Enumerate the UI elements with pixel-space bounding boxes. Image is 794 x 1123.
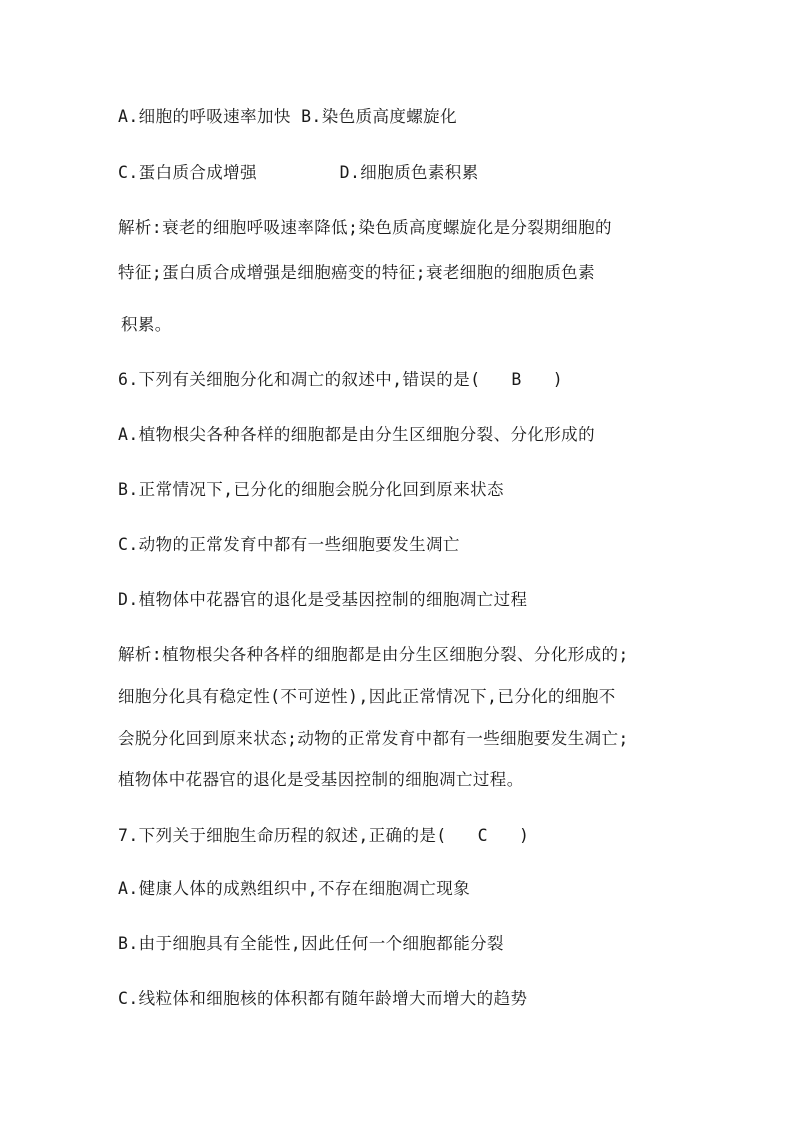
option-c-d-q5: C.蛋白质合成增强 D.细胞质色素积累 (118, 163, 479, 182)
option-a-q5: A.细胞的呼吸速率加快 B.染色质高度螺旋化 (118, 107, 457, 126)
analysis-q5-line-3: 积累。 (121, 315, 172, 334)
option-a-q6: A.植物根尖各种各样的细胞都是由分生区细胞分裂、分化形成的 (118, 425, 595, 444)
option-c-q6: C.动物的正常发育中都有一些细胞要发生凋亡 (118, 535, 460, 554)
option-b-q7: B.由于细胞具有全能性,因此任何一个细胞都能分裂 (118, 934, 504, 953)
question-7: 7.下列关于细胞生命历程的叙述,正确的是( C ) (118, 826, 530, 845)
question-6: 6.下列有关细胞分化和凋亡的叙述中,错误的是( B ) (118, 370, 564, 389)
analysis-q6-line-2: 细胞分化具有稳定性(不可逆性),因此正常情况下,已分化的细胞不 (118, 687, 616, 706)
option-b-q6: B.正常情况下,已分化的细胞会脱分化回到原来状态 (118, 480, 504, 499)
option-c-q7: C.线粒体和细胞核的体积都有随年龄增大而增大的趋势 (118, 989, 528, 1008)
analysis-q5-line-1: 解析:衰老的细胞呼吸速率降低;染色质高度螺旋化是分裂期细胞的 (118, 218, 612, 237)
analysis-q6-line-4: 植物体中花器官的退化是受基因控制的细胞凋亡过程。 (118, 770, 524, 789)
option-a-q7: A.健康人体的成熟组织中,不存在细胞凋亡现象 (118, 879, 471, 898)
analysis-q6-line-1: 解析:植物根尖各种各样的细胞都是由分生区细胞分裂、分化形成的; (118, 645, 629, 664)
analysis-q6-line-3: 会脱分化回到原来状态;动物的正常发育中都有一些细胞要发生凋亡; (118, 729, 629, 748)
analysis-q5-line-2: 特征;蛋白质合成增强是细胞癌变的特征;衰老细胞的细胞质色素 (118, 263, 595, 282)
option-d-q6: D.植物体中花器官的退化是受基因控制的细胞凋亡过程 (118, 590, 528, 609)
